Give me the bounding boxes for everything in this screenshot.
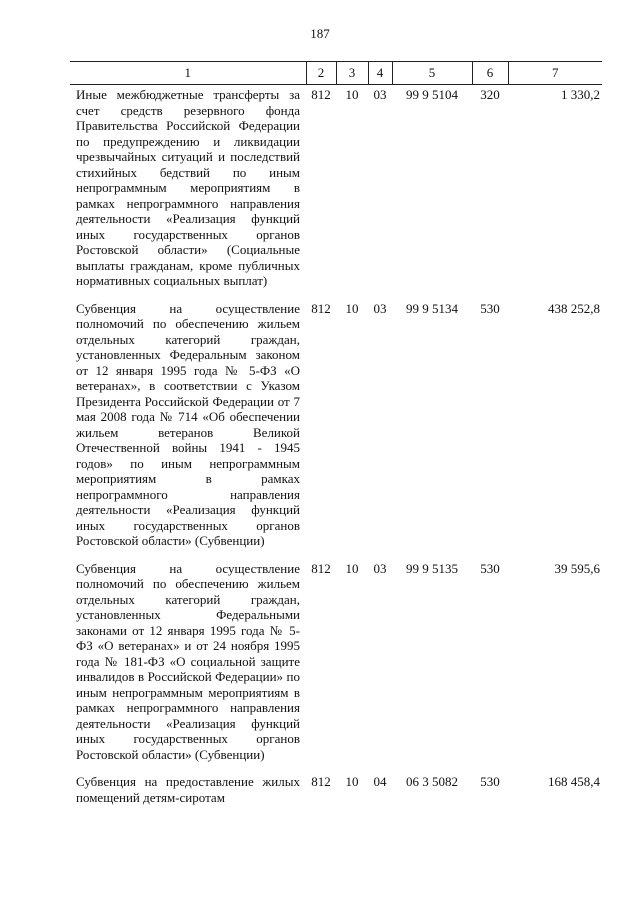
amount: 168 458,4 <box>548 774 600 789</box>
table-row <box>70 299 602 559</box>
table-header-row <box>70 62 602 85</box>
column-header: 5 <box>392 62 472 85</box>
subsection-code: 03 <box>373 560 387 576</box>
subsection-code: 03 <box>373 300 387 316</box>
table-row <box>70 85 602 299</box>
row-description: Субвенция на предоставление жилых помещений детям-сиротам <box>76 774 300 805</box>
budget-table <box>70 61 602 815</box>
ministry-code: 812 <box>311 300 331 316</box>
row-description: Иные межбюджетные трансферты за счет средств резервного фонда Правительства Российской Федерации по предупреждению и ликвидации чрезвычайных ситуаций и последствий стихийных бедствий по иным непрограммным мероприятиям в рамках непрограммного направления деятельности «Реализация функций иных государственных органов Ростовской области» (Социальные выплаты гражданам, кроме публичных нормативных социальных выплат) <box>76 87 300 288</box>
section-code: 10 <box>345 300 359 316</box>
subsection-code: 04 <box>373 774 387 789</box>
target-code: 99 9 5134 <box>406 300 458 316</box>
column-header: 3 <box>336 62 368 85</box>
expense-type-code: 530 <box>480 774 500 789</box>
column-header: 7 <box>508 62 602 85</box>
expense-type-code: 320 <box>480 87 500 102</box>
target-code: 99 9 5135 <box>406 560 458 576</box>
ministry-code: 812 <box>311 87 331 102</box>
amount: 39 595,6 <box>554 560 600 576</box>
subsection-code: 03 <box>373 87 387 102</box>
table-row <box>70 559 602 773</box>
target-code: 99 9 5104 <box>406 87 458 102</box>
ministry-code: 812 <box>311 560 331 576</box>
section-code: 10 <box>345 560 359 576</box>
section-code: 10 <box>345 774 359 789</box>
ministry-code: 812 <box>311 774 331 789</box>
amount: 1 330,2 <box>561 87 600 102</box>
section-code: 10 <box>345 87 359 102</box>
expense-type-code: 530 <box>480 300 500 316</box>
amount: 438 252,8 <box>548 300 600 316</box>
column-header: 4 <box>368 62 392 85</box>
column-header: 6 <box>472 62 508 85</box>
column-header: 1 <box>70 62 306 85</box>
page-number: 187 <box>310 26 330 41</box>
row-description: Субвенция на осуществление полномочий по обеспечению жильем отдельных категорий граждан, установленных Федеральным законом от 12 января 1995 года № 5-ФЗ «О ветеранах», в соответствии с Указом Президента Российской Федерации от 7 мая 2008 года № 714 «Об обеспечении жильем ветеранов Великой Отечественной войны 1941 - 1945 годов» по иным непрограммным мероприятиям в рамках непрограммного направления деятельности «Реализация функций иных государственных органов Ростовской области» (Субвенции) <box>76 300 300 548</box>
row-description: Субвенция на осуществление полномочий по обеспечению жильем отдельных категорий граждан, установленных Федеральными законами от 12 января 1995 года № 5-ФЗ «О ветеранах» и от 24 ноября 1995 года № 181-ФЗ «О социальной защите инвалидов в Российской Федерации» по иным непрограммным мероприятиям в рамках непрограммного направления деятельности «Реализация функций иных государственных органов Ростовской области» (Субвенции) <box>76 560 300 762</box>
table-row <box>70 772 602 815</box>
target-code: 06 3 5082 <box>406 774 458 789</box>
column-header: 2 <box>306 62 336 85</box>
expense-type-code: 530 <box>480 560 500 576</box>
